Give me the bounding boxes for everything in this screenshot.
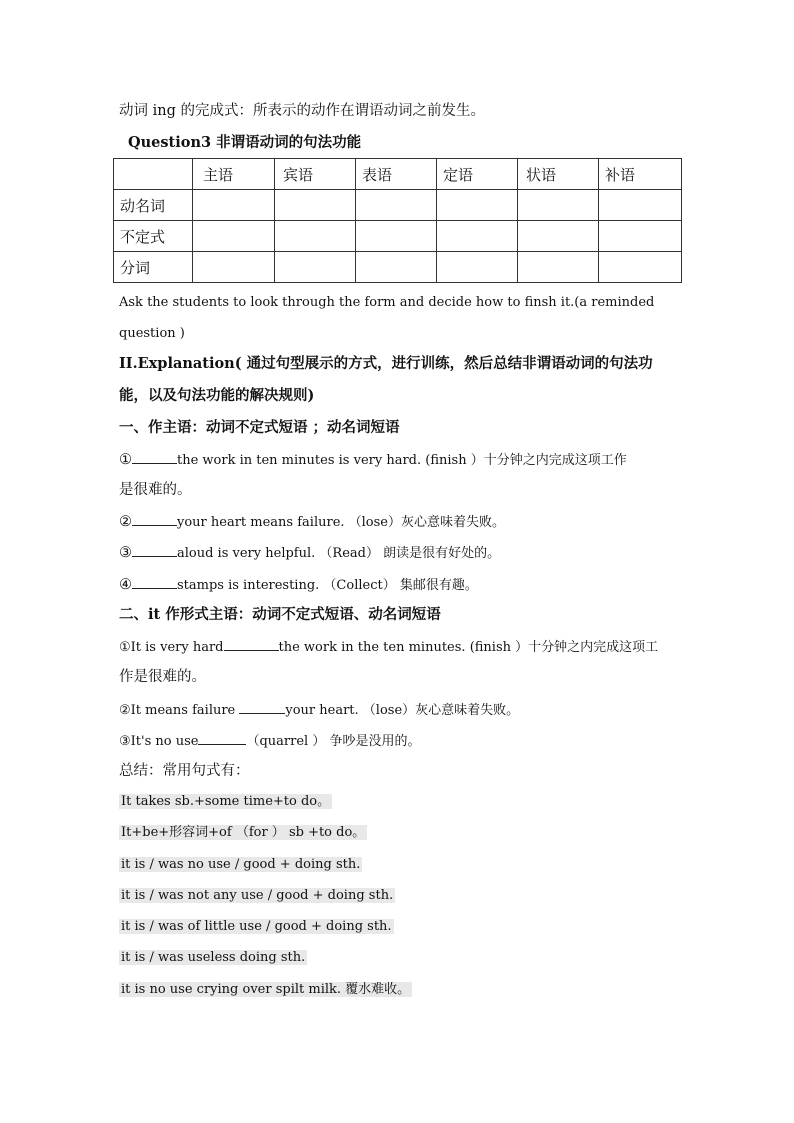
table-header-cell: 主语: [193, 159, 275, 190]
section1-item: ① the work in ten minutes is very hard. (finish ）十分钟之内完成这项工作: [119, 449, 627, 471]
table-row-label: 分词: [114, 252, 193, 283]
table-header-cell: [114, 159, 193, 190]
section2-title: 二、it 作形式主语：动词不定式短语、动名词短语: [119, 606, 441, 623]
section1-item: ③ aloud is very helpful. （Read） 朗读是很有好处的。: [119, 542, 500, 564]
summary-title: 总结：常用句式有：: [119, 763, 250, 779]
section1-title: 一、作主语：动词不定式短语 ；动名词短语: [119, 419, 400, 436]
intro-line: 动词 ing 的完成式：所表示的动作在谓语动词之前发生。: [119, 103, 485, 119]
table-header-cell: 表语: [356, 159, 437, 190]
pattern-item: it is / was no use / good + doing sth.: [121, 857, 361, 872]
table-header-cell: 补语: [599, 159, 682, 190]
pattern-item: it is / was useless doing sth.: [121, 950, 306, 965]
answer-blank[interactable]: [198, 730, 246, 745]
answer-blank[interactable]: [132, 574, 177, 589]
pattern-item: it is / was not any use / good + doing sth.: [121, 888, 394, 903]
table-header-row: [114, 159, 682, 190]
pattern-item: it is no use crying over spilt milk. 覆水难收。: [121, 982, 411, 997]
pattern-item: it is / was of little use / good + doing sth.: [121, 919, 392, 934]
syntax-function-table: [113, 158, 682, 283]
answer-blank[interactable]: [224, 636, 279, 651]
explanation-line-2: 能，以及句法功能的解决规则): [119, 387, 315, 404]
table-header-cell: 定语: [437, 159, 518, 190]
question3-title: Question3 非谓语动词的句法功能: [128, 134, 362, 151]
section1-item: ④ stamps is interesting. （Collect） 集邮很有趣。: [119, 574, 478, 596]
pattern-item: It+be+形容词+of （for ） sb +to do。: [121, 825, 366, 840]
pattern-item: It takes sb.+some time+to do。: [121, 794, 331, 809]
table-header-cell: 状语: [518, 159, 599, 190]
explanation-line-1: II.Explanation( 通过句型展示的方式，进行训练，然后总结非谓语动词的句法功: [119, 355, 653, 372]
section2-item-continued: 作是很难的。: [119, 669, 206, 685]
instruction-line-2: question ): [119, 326, 185, 341]
table-row-label: 不定式: [114, 221, 193, 252]
instruction-line-1: Ask the students to look through the form and decide how to finsh it.(a reminded: [119, 295, 655, 310]
table-row-label: 动名词: [114, 190, 193, 221]
answer-blank[interactable]: [132, 511, 177, 526]
section1-item: ② your heart means failure. （lose）灰心意味着失败。: [119, 511, 505, 533]
section1-item-continued: 是很难的。: [119, 482, 192, 498]
answer-blank[interactable]: [239, 699, 285, 714]
section2-item: ①It is very hard the work in the ten minutes. (finish ）十分钟之内完成这项工: [119, 636, 658, 658]
table-header-cell: 宾语: [275, 159, 356, 190]
table-row: [114, 190, 682, 221]
section2-item: ②It means failure your heart. （lose）灰心意味着失败。: [119, 699, 519, 721]
table-row: [114, 252, 682, 283]
answer-blank[interactable]: [132, 542, 177, 557]
answer-blank[interactable]: [132, 449, 177, 464]
section2-item: ③It's no use （quarrel ） 争吵是没用的。: [119, 730, 420, 752]
table-row: [114, 221, 682, 252]
